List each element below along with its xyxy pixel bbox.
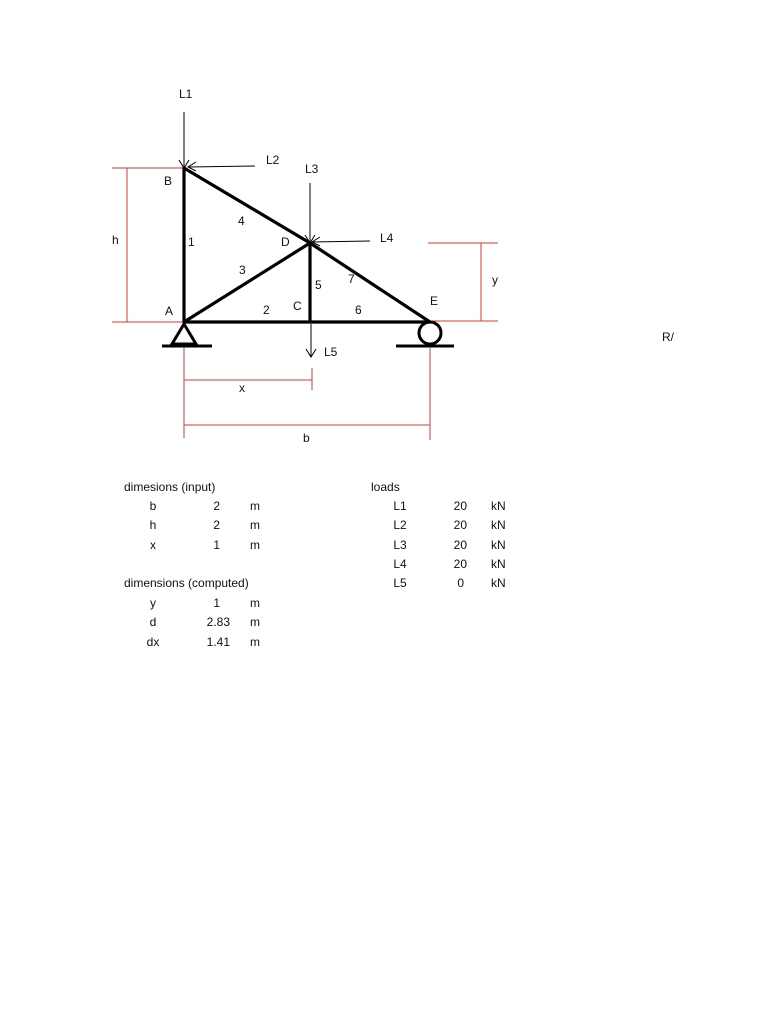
load-label-l5: L5 xyxy=(324,345,338,359)
member-label-5: 5 xyxy=(315,278,322,292)
dim-input-value-h: 2 xyxy=(213,518,220,532)
load-name-l3: L3 xyxy=(393,538,407,552)
load-label-l2: L2 xyxy=(266,153,280,167)
load-name-l5: L5 xyxy=(393,576,407,590)
dim-input-unit-x: m xyxy=(250,538,260,552)
dim-computed-name-y: y xyxy=(150,596,156,610)
load-value-l2: 20 xyxy=(453,518,467,532)
loads-title: loads xyxy=(371,480,400,494)
dimension-label-y: y xyxy=(492,273,498,287)
load-value-l5: 0 xyxy=(457,576,464,590)
load-name-l1: L1 xyxy=(393,499,407,513)
dimensions-input-title: dimesions (input) xyxy=(124,480,216,494)
dimension-label-x: x xyxy=(239,381,245,395)
node-label-e: E xyxy=(430,294,439,308)
load-unit-l1: kN xyxy=(491,499,506,513)
member-label-2: 2 xyxy=(263,303,270,317)
dim-computed-name-dx: dx xyxy=(146,635,160,649)
member-7 xyxy=(310,243,430,322)
load-unit-l5: kN xyxy=(491,576,506,590)
load-l2-arrow xyxy=(188,166,255,167)
load-unit-l3: kN xyxy=(491,538,506,552)
load-unit-l2: kN xyxy=(491,518,506,532)
load-name-l4: L4 xyxy=(393,557,407,571)
dim-input-value-x: 1 xyxy=(213,538,220,552)
load-label-l4: L4 xyxy=(380,231,394,245)
dim-input-name-b: b xyxy=(149,499,157,513)
truss-members xyxy=(184,168,430,322)
member-4 xyxy=(184,168,310,243)
dim-input-unit-h: m xyxy=(250,518,260,532)
truss-diagram xyxy=(0,0,768,470)
load-name-l2: L2 xyxy=(393,518,407,532)
load-l4-arrow xyxy=(312,241,370,242)
node-label-b: B xyxy=(164,174,173,188)
dim-computed-unit-d: m xyxy=(250,615,260,629)
dim-computed-value-d: 2.83 xyxy=(206,615,230,629)
roller-support xyxy=(396,322,454,346)
load-label-l1: L1 xyxy=(179,87,193,101)
member-label-6: 6 xyxy=(355,303,362,317)
load-value-l1: 20 xyxy=(453,499,467,513)
member-label-1: 1 xyxy=(188,235,195,249)
dimension-label-h: h xyxy=(112,233,119,247)
dim-input-unit-b: m xyxy=(250,499,260,513)
node-label-a: A xyxy=(165,304,174,318)
load-unit-l4: kN xyxy=(491,557,506,571)
member-label-4: 4 xyxy=(238,214,245,228)
member-3 xyxy=(184,243,310,322)
member-label-7: 7 xyxy=(348,272,355,286)
node-label-d: D xyxy=(281,235,290,249)
cut-off-text: R/ xyxy=(662,330,674,344)
dim-computed-name-d: d xyxy=(149,615,157,629)
node-label-c: C xyxy=(293,299,302,313)
dimensions-computed-title: dimensions (computed) xyxy=(124,576,249,590)
diagram-labels xyxy=(112,87,675,445)
load-value-l4: 20 xyxy=(453,557,467,571)
load-label-l3: L3 xyxy=(305,162,319,176)
dim-input-name-h: h xyxy=(149,518,157,532)
pin-support xyxy=(162,324,212,346)
dim-computed-unit-y: m xyxy=(250,596,260,610)
dim-computed-value-dx: 1.41 xyxy=(206,635,230,649)
member-label-3: 3 xyxy=(239,263,246,277)
dim-computed-unit-dx: m xyxy=(250,635,260,649)
dim-computed-value-y: 1 xyxy=(213,596,220,610)
dim-input-value-b: 2 xyxy=(213,499,220,513)
load-arrows xyxy=(179,112,370,357)
dimension-label-b: b xyxy=(303,431,310,445)
load-value-l3: 20 xyxy=(453,538,467,552)
dim-input-name-x: x xyxy=(150,538,156,552)
